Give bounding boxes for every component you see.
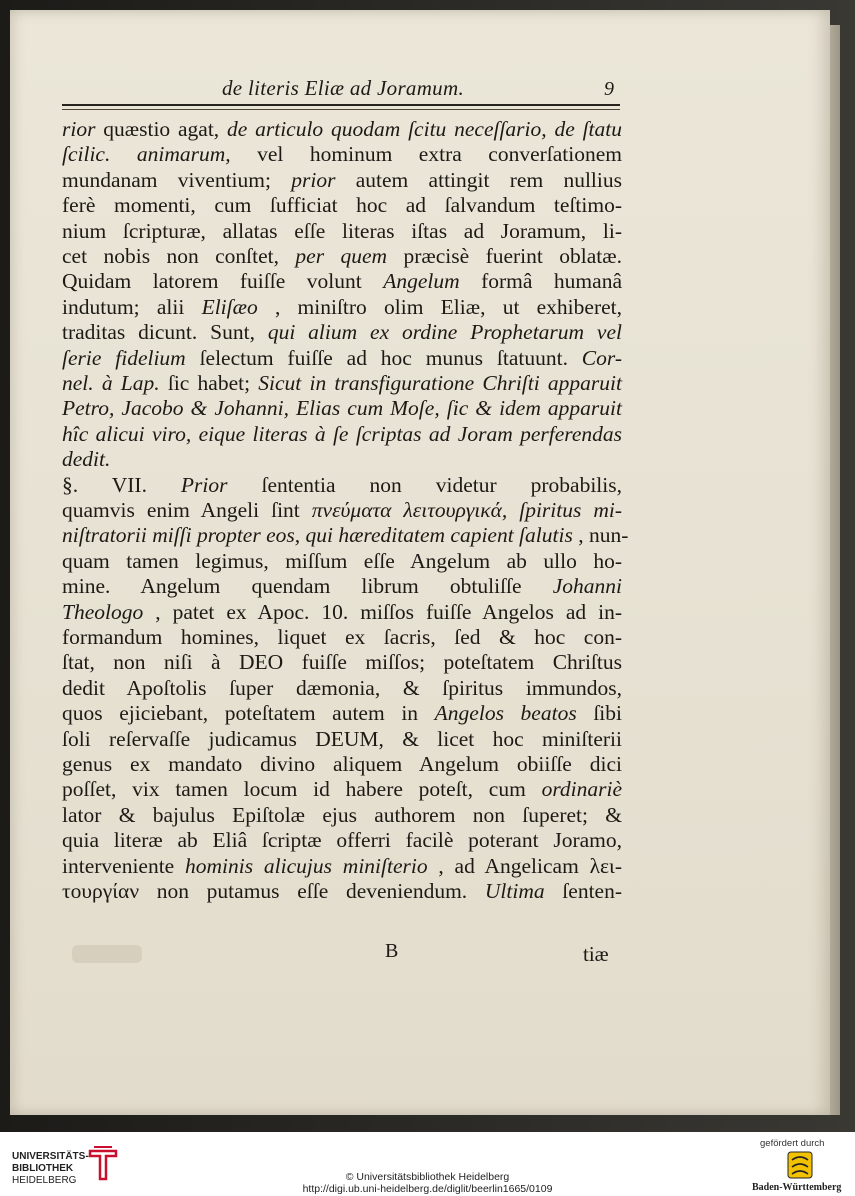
text-line — [62, 879, 622, 904]
text-run: indutum; alii — [62, 294, 202, 319]
text-line — [62, 142, 622, 167]
text-line — [62, 498, 622, 523]
text-run: Cor- — [581, 345, 622, 370]
text-line — [62, 803, 622, 828]
text-run: mundanam viventium; — [62, 167, 292, 192]
text-line — [62, 752, 622, 777]
text-run: nium ſcripturæ, allatas eſſe literas iſtas ad Joramum, li- — [62, 218, 622, 243]
text-run: ferè momenti, cum ſufficiat hoc ad ſalvandum teſtimo- — [62, 193, 622, 218]
text-run: Angelum — [383, 269, 482, 294]
text-run: per quem — [295, 244, 404, 268]
ink-smudge — [72, 945, 142, 963]
text-run: ordinariè — [541, 777, 622, 802]
text-line — [62, 600, 622, 625]
text-run: ſtat, non niſi à DEO fuiſſe miſſos; poteſtatem Chriſtus — [62, 650, 622, 675]
text-run: τουργίαν non putamus eſſe deveniendum. — [62, 879, 485, 903]
signature-mark: B — [385, 940, 399, 962]
running-head: de literis Eliæ ad Joramum. — [222, 76, 465, 100]
permalink[interactable]: http://digi.ub.uni-heidelberg.de/diglit/beerlin1665/0109 — [302, 1183, 553, 1195]
text-line — [62, 117, 622, 142]
text-run: cet nobis non conſtet, — [62, 244, 296, 268]
text-run: dedit Apoſtolis ſuper dæmonia, & ſpiritus immundos, — [62, 675, 622, 700]
header-rule — [62, 104, 620, 106]
page-number: 9 — [604, 78, 614, 100]
text-run: formandum homines, liquet ex ſacris, ſed & hoc con- — [62, 625, 622, 649]
text-run: formâ humanâ — [481, 269, 622, 294]
text-line — [62, 650, 622, 675]
copyright-notice: © Universitätsbibliothek Heidelberg — [345, 1171, 510, 1183]
text-run: , ad Angelicam λει- — [438, 853, 622, 878]
text-run: Johanni — [552, 574, 622, 599]
text-run: vel hominum extra converſationem — [257, 142, 622, 167]
text-run: ſoli reſervaſſe judicamus DEUM, & licet hoc miniſterii — [62, 726, 622, 751]
text-line — [62, 371, 622, 396]
text-run: quam tamen legimus, miſſum eſſe Angelum ab ullo ho- — [62, 548, 622, 573]
text-run: dedit. — [62, 447, 111, 472]
text-run: ſibi — [593, 701, 622, 726]
text-run: quos ejiciebant, poteſtatem autem in — [62, 701, 435, 726]
text-run: , nun- — [578, 523, 629, 548]
text-line — [62, 777, 622, 802]
text-line — [62, 219, 622, 244]
text-line — [62, 473, 622, 498]
text-run: πνεύματα λειτουργικά, ſpiritus mi- — [311, 498, 622, 522]
text-line — [62, 422, 622, 447]
text-run: quia literæ ab Eliâ ſcriptæ offerri facilè poterant Joramo, — [62, 828, 622, 853]
text-run: ſententia non videtur probabilis, — [261, 472, 622, 497]
text-line — [62, 854, 622, 879]
text-run: niſtratorii miſſi propter eos, qui hæreditatem capient ſalutis — [62, 523, 579, 548]
text-line — [62, 168, 622, 193]
text-run: Ultima — [484, 879, 563, 903]
text-run: ſerie fidelium — [62, 345, 200, 370]
text-run: , patet ex Apoc. 10. miſſos fuiſſe Angelos ad in- — [155, 599, 622, 624]
text-line — [62, 727, 622, 752]
logo-line-2: BIBLIOTHEK — [12, 1163, 74, 1174]
text-run: hominis alicujus miniſterio — [185, 853, 439, 878]
text-line — [62, 193, 622, 218]
text-run: Sicut in transfiguratione Chriſti apparuit — [258, 371, 622, 395]
text-run: qui alium ex ordine Prophetarum vel — [267, 320, 622, 345]
text-run: genus ex mandato divino aliquem Angelum obiiſſe dici — [62, 752, 622, 776]
text-line — [62, 523, 629, 548]
text-run: autem attingit rem nullius — [355, 167, 622, 192]
text-run: Angelos beatos — [434, 701, 594, 726]
text-run: prior — [291, 167, 356, 192]
text-run: ſenten- — [562, 879, 622, 903]
text-line — [62, 574, 622, 599]
text-line — [62, 269, 622, 294]
text-line — [62, 701, 622, 726]
text-line — [62, 396, 622, 421]
text-line — [62, 828, 622, 853]
text-run: §. VII. — [62, 472, 181, 497]
text-run: Quidam latorem fuiſſe volunt — [62, 269, 384, 294]
text-line — [62, 625, 622, 650]
text-run: ſelectum fuiſſe ad hoc munus ſtatuunt. — [199, 345, 582, 370]
text-run: quamvis enim Angeli ſint — [62, 498, 312, 522]
text-line — [62, 320, 622, 345]
header-rule-thin — [62, 109, 620, 110]
logo-line-1: UNIVERSITÄTS- — [12, 1151, 89, 1162]
text-run: Petro, Jacobo & Johanni, Elias cum Moſe, ſic & idem apparuit — [62, 396, 622, 421]
logo-line-3: HEIDELBERG — [12, 1175, 77, 1186]
text-run: ſic habet; — [167, 371, 259, 395]
text-run: nel. à Lap. — [62, 371, 168, 395]
text-run: lator & bajulus Epiſtolæ ejus authorem non ſuperet; & — [62, 802, 622, 827]
text-run: Prior — [180, 472, 262, 497]
text-line — [62, 549, 622, 574]
text-run: quæstio agat, — [103, 117, 227, 141]
catchword: tiæ — [583, 942, 609, 966]
text-run: ſcilic. animarum, — [62, 142, 258, 167]
text-run: Eliſæo — [201, 294, 275, 319]
state-crest-icon — [780, 1150, 820, 1180]
text-run: rior — [62, 117, 104, 141]
text-run: poſſet, vix tamen locum id habere poteſt, cum — [62, 777, 542, 802]
text-line — [62, 676, 622, 701]
text-run: , miniſtro olim Eliæ, ut exhiberet, — [274, 294, 623, 319]
text-line — [62, 447, 622, 472]
funder-name: Baden-Württemberg — [752, 1182, 842, 1193]
funded-by-label: gefördert durch — [760, 1138, 825, 1149]
text-run: Theologo — [62, 599, 156, 624]
text-line — [62, 244, 622, 269]
text-line — [62, 295, 622, 320]
text-line — [62, 346, 622, 371]
text-run: interveniente — [62, 853, 186, 878]
text-run: hîc alicui viro, eique literas à ſe ſcriptas ad Joram perferendas — [62, 421, 622, 446]
text-run: de articulo quodam ſcitu neceſſario, de ſtatu — [227, 117, 622, 141]
text-run: traditas dicunt. Sunt, — [62, 320, 268, 345]
text-run: mine. Angelum quendam librum obtuliſſe — [62, 574, 553, 599]
text-run: præcisè fuerint oblatæ. — [403, 244, 622, 268]
